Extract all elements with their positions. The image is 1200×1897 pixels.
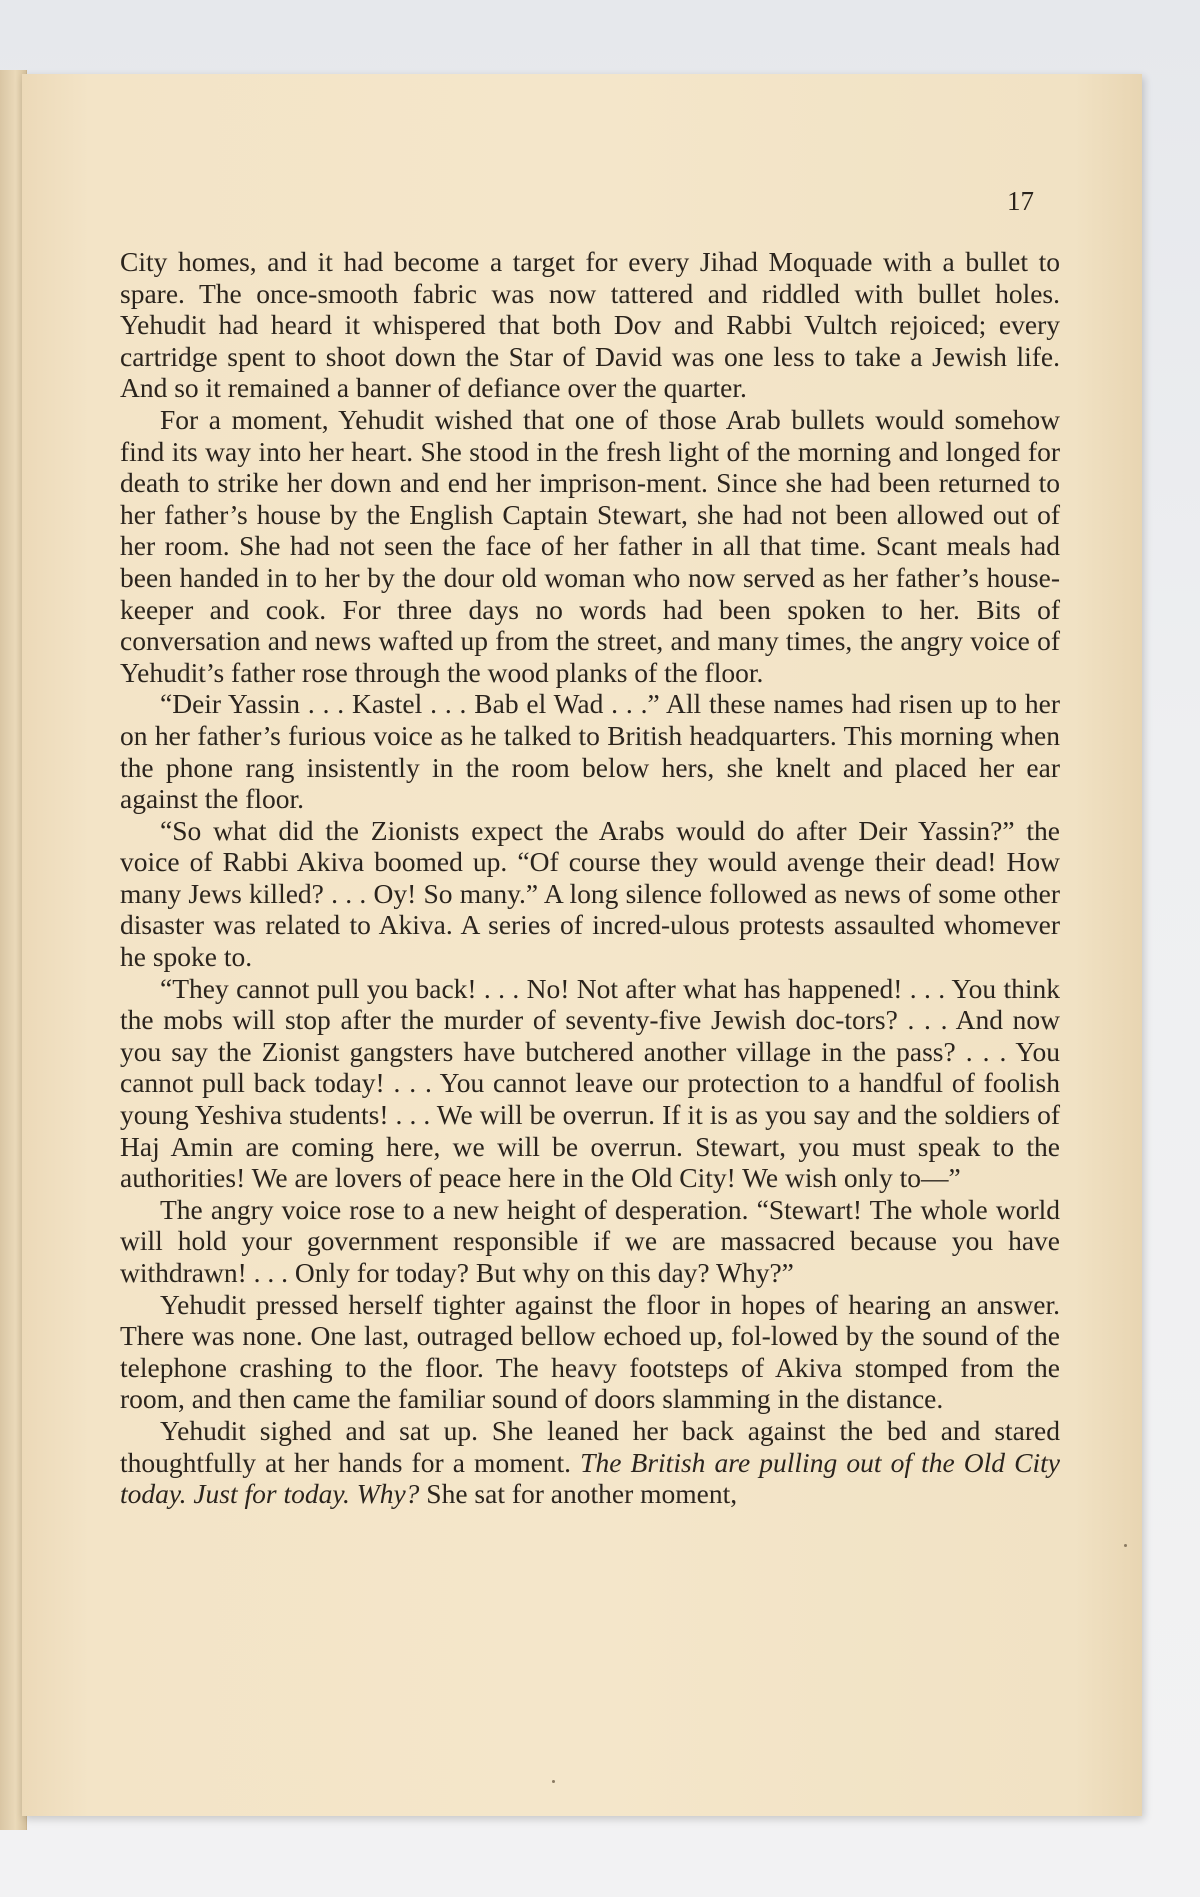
paragraph-2: For a moment, Yehudit wished that one of those Arab bullets would somehow find its way into her heart. She stood in the fresh light of the morning and longed for death to strike her down and end her imprison-ment. Since she had been returned to her father’s house by the English Captain Stewart, she had not been allowed out of her room. She had not seen the face of her father in all that time. Scant meals had been handed in to her by the dour old woman who now served as her father’s house-keeper and cook. For three days no words had been spoken to her. Bits of conversation and news wafted up from the street, and many times, the angry voice of Yehudit’s father rose through the wood planks of the floor. <box>120 403 1060 688</box>
body-text <box>120 246 1060 1510</box>
paragraph-8-end: She sat for another moment, <box>419 1478 738 1510</box>
paragraph-7: Yehudit pressed herself tighter against the floor in hopes of hearing an answer. There was none. One last, outraged bellow echoed up, fol-lowed by the sound of the telephone crashing to the floor. The heavy footsteps of Akiva stomped from the room, and then came the familiar sound of doors slamming in the distance. <box>120 1288 1060 1415</box>
paper-speck <box>1124 1544 1127 1547</box>
paper-speck <box>552 1780 555 1783</box>
page-number: 17 <box>1007 186 1034 216</box>
paragraph-8-start: Yehudit sighed and sat up. She leaned her back against the bed and stared thoughtfully at her hands for a moment. <box>120 1414 1060 1478</box>
paragraph-6: The angry voice rose to a new height of desperation. “Stewart! The whole world will hold your government responsible if we are massacred because you have withdrawn! . . . Only for today? But why on this day? Why?” <box>120 1193 1060 1288</box>
paragraph-8 <box>120 1415 1060 1510</box>
paragraph-1: City homes, and it had become a target for every Jihad Moquade with a bullet to spare. The once-smooth fabric was now tattered and riddled with bullet holes. Yehudit had heard it whispered that both Dov and Rabbi Vultch rejoiced; every cartridge spent to shoot down the Star of David was one less to take a Jewish life. And so it remained a banner of defiance over the quarter. <box>120 246 1060 404</box>
italic-thought: The British are pulling out of the Old City today. Just for today. Why? <box>120 1446 1060 1510</box>
paragraph-3: “Deir Yassin . . . Kastel . . . Bab el Wad . . .” All these names had risen up to her on her father’s furious voice as he talked to British headquarters. This morning when the phone rang insistently in the room below hers, she knelt and placed her ear against the floor. <box>120 688 1060 815</box>
paragraph-5: “They cannot pull you back! . . . No! Not after what has happened! . . . You think the mobs will stop after the murder of seventy-five Jewish doc-tors? . . . And now you say the Zionist gangsters have butchered another village in the pass? . . . You cannot pull back today! . . . You cannot leave our protection to a handful of foolish young Yeshiva students! . . . We will be overrun. If it is as you say and the soldiers of Haj Amin are coming here, we will be overrun. Stewart, you must speak to the authorities! We are lovers of peace here in the Old City! We wish only to—” <box>120 972 1060 1194</box>
book-page <box>22 74 1142 1816</box>
paragraph-4: “So what did the Zionists expect the Arabs would do after Deir Yassin?” the voice of Rabbi Akiva boomed up. “Of course they would avenge their dead! How many Jews killed? . . . Oy! So many.” A long silence followed as news of some other disaster was related to Akiva. A series of incred-ulous protests assaulted whomever he spoke to. <box>120 814 1060 973</box>
